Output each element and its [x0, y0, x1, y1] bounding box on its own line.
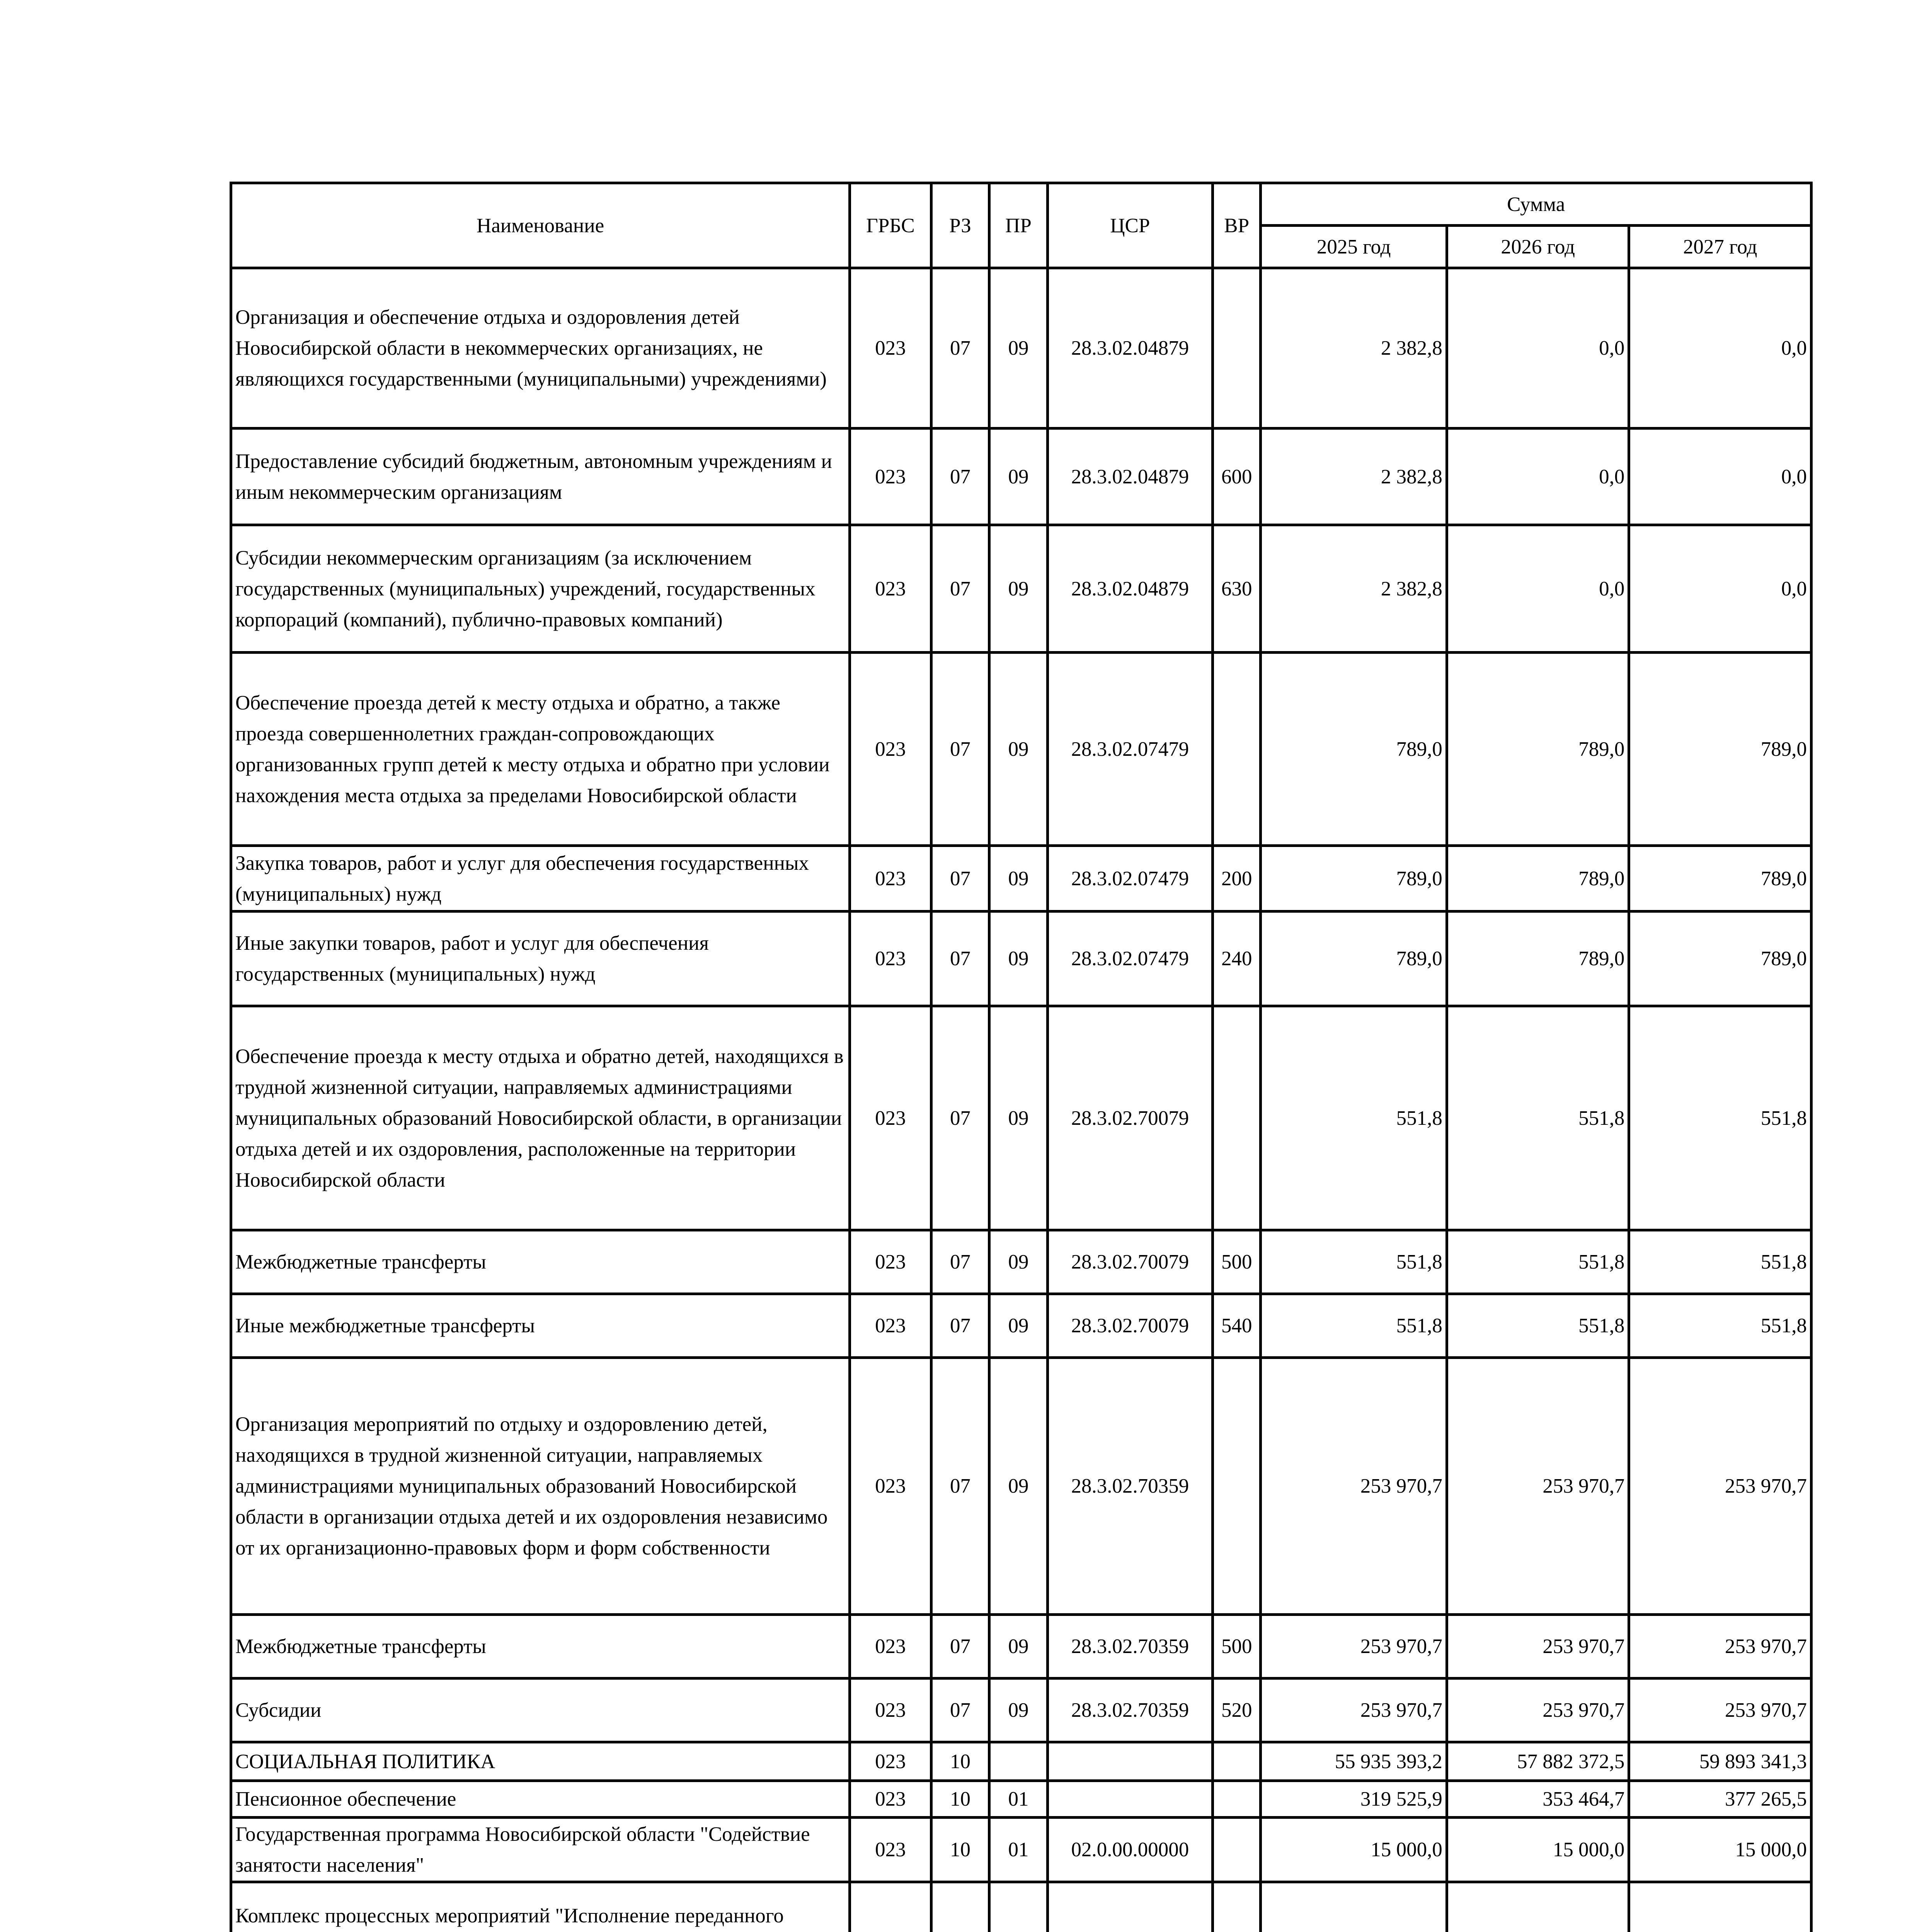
- cell-vr: [1213, 1781, 1261, 1818]
- cell-y2027: 0,0: [1629, 429, 1811, 525]
- table-row: [231, 1358, 1811, 1615]
- cell-grbs: 023: [850, 429, 931, 525]
- cell-y2027: 0,0: [1629, 268, 1811, 429]
- header-csr: ЦСР: [1047, 183, 1212, 268]
- cell-csr: 28.3.02.04879: [1047, 429, 1212, 525]
- cell-grbs: 023: [850, 912, 931, 1006]
- table-row: [231, 525, 1811, 653]
- cell-pr: 09: [989, 912, 1047, 1006]
- cell-rz: 07: [931, 1294, 989, 1358]
- cell-name: СОЦИАЛЬНАЯ ПОЛИТИКА: [231, 1742, 850, 1781]
- cell-pr: 09: [989, 1615, 1047, 1679]
- cell-y2026: 0,0: [1447, 429, 1629, 525]
- cell-vr: 540: [1213, 1294, 1261, 1358]
- cell-y2026: 789,0: [1447, 846, 1629, 912]
- cell-vr: [1213, 1818, 1261, 1882]
- cell-csr: 28.3.02.04879: [1047, 525, 1212, 653]
- cell-name: Организация мероприятий по отдыху и оздоровлению детей, находящихся в трудной жизненной ситуации, направляемых администрациями муниципальных образований Новосибирской области в организации отдыха детей и их оздоровления независимо от их организационно-правовых форм и форм собственности: [231, 1358, 850, 1615]
- header-pr: ПР: [989, 183, 1047, 268]
- cell-y2026: [1447, 1882, 1629, 1932]
- cell-vr: [1213, 1882, 1261, 1932]
- cell-y2027: 551,8: [1629, 1006, 1811, 1230]
- cell-rz: 10: [931, 1742, 989, 1781]
- cell-csr: [1047, 1882, 1212, 1932]
- cell-y2025: 55 935 393,2: [1261, 1742, 1447, 1781]
- cell-name: Государственная программа Новосибирской области "Содействие занятости населения": [231, 1818, 850, 1882]
- cell-y2027: 789,0: [1629, 846, 1811, 912]
- cell-grbs: 023: [850, 846, 931, 912]
- cell-name: Обеспечение проезда детей к месту отдыха и обратно, а также проезда совершеннолетних граждан-сопровождающих организованных групп детей к месту отдыха и обратно при условии нахождения места отдыха за пределами Новосибирской области: [231, 653, 850, 846]
- cell-pr: 01: [989, 1781, 1047, 1818]
- table-row: [231, 1294, 1811, 1358]
- cell-name: Субсидии: [231, 1679, 850, 1742]
- cell-pr: 09: [989, 1358, 1047, 1615]
- cell-grbs: 023: [850, 1006, 931, 1230]
- cell-y2025: 789,0: [1261, 912, 1447, 1006]
- cell-y2026: 0,0: [1447, 268, 1629, 429]
- cell-vr: 630: [1213, 525, 1261, 653]
- cell-vr: 520: [1213, 1679, 1261, 1742]
- cell-y2025: 551,8: [1261, 1294, 1447, 1358]
- cell-rz: 07: [931, 1006, 989, 1230]
- cell-y2025: [1261, 1882, 1447, 1932]
- cell-rz: 07: [931, 1615, 989, 1679]
- cell-rz: 10: [931, 1818, 989, 1882]
- table-row: [231, 1882, 1811, 1932]
- cell-y2025: 551,8: [1261, 1230, 1447, 1294]
- cell-grbs: 023: [850, 1615, 931, 1679]
- cell-name: Субсидии некоммерческим организациям (за исключением государственных (муниципальных) учреждений, государственных корпораций (компаний), публично-правовых компаний): [231, 525, 850, 653]
- header-year-2025: 2025 год: [1261, 226, 1447, 268]
- cell-pr: 09: [989, 1679, 1047, 1742]
- cell-rz: 07: [931, 268, 989, 429]
- header-sum: Сумма: [1261, 183, 1811, 226]
- cell-grbs: 023: [850, 1230, 931, 1294]
- cell-y2026: 551,8: [1447, 1230, 1629, 1294]
- cell-grbs: 023: [850, 653, 931, 846]
- cell-y2026: 57 882 372,5: [1447, 1742, 1629, 1781]
- budget-table: [230, 182, 1813, 1932]
- cell-y2025: 789,0: [1261, 846, 1447, 912]
- cell-y2025: 15 000,0: [1261, 1818, 1447, 1882]
- header-rz: РЗ: [931, 183, 989, 268]
- cell-pr: 09: [989, 268, 1047, 429]
- cell-y2026: 551,8: [1447, 1006, 1629, 1230]
- cell-rz: 07: [931, 653, 989, 846]
- cell-y2026: 0,0: [1447, 525, 1629, 653]
- cell-name: Межбюджетные трансферты: [231, 1230, 850, 1294]
- cell-grbs: 023: [850, 1294, 931, 1358]
- cell-grbs: 023: [850, 1781, 931, 1818]
- cell-rz: 07: [931, 1358, 989, 1615]
- table-row: [231, 653, 1811, 846]
- table-row: [231, 1818, 1811, 1882]
- table-row: [231, 1781, 1811, 1818]
- cell-y2025: 253 970,7: [1261, 1679, 1447, 1742]
- cell-rz: 10: [931, 1781, 989, 1818]
- cell-csr: 28.3.02.04879: [1047, 268, 1212, 429]
- cell-y2027: 377 265,5: [1629, 1781, 1811, 1818]
- cell-csr: [1047, 1742, 1212, 1781]
- cell-grbs: 023: [850, 1358, 931, 1615]
- cell-csr: 28.3.02.70359: [1047, 1615, 1212, 1679]
- cell-csr: 28.3.02.70079: [1047, 1294, 1212, 1358]
- table-row: [231, 268, 1811, 429]
- cell-csr: [1047, 1781, 1212, 1818]
- table-row: [231, 1006, 1811, 1230]
- cell-y2027: 789,0: [1629, 912, 1811, 1006]
- cell-name: Предоставление субсидий бюджетным, автономным учреждениям и иным некоммерческим организациям: [231, 429, 850, 525]
- cell-pr: 09: [989, 429, 1047, 525]
- cell-rz: 07: [931, 1230, 989, 1294]
- cell-y2027: 551,8: [1629, 1230, 1811, 1294]
- cell-grbs: 023: [850, 1742, 931, 1781]
- cell-y2026: 353 464,7: [1447, 1781, 1629, 1818]
- cell-csr: 28.3.02.70359: [1047, 1358, 1212, 1615]
- cell-csr: 28.3.02.07479: [1047, 653, 1212, 846]
- cell-y2027: 15 000,0: [1629, 1818, 1811, 1882]
- table-body: [231, 268, 1811, 1932]
- cell-y2025: 789,0: [1261, 653, 1447, 846]
- cell-vr: [1213, 1358, 1261, 1615]
- cell-pr: [989, 1882, 1047, 1932]
- cell-rz: 07: [931, 429, 989, 525]
- cell-grbs: 023: [850, 268, 931, 429]
- cell-grbs: [850, 1882, 931, 1932]
- cell-name: Межбюджетные трансферты: [231, 1615, 850, 1679]
- header-grbs: ГРБС: [850, 183, 931, 268]
- cell-vr: 200: [1213, 846, 1261, 912]
- cell-name: Иные закупки товаров, работ и услуг для обеспечения государственных (муниципальных) нужд: [231, 912, 850, 1006]
- cell-name: Организация и обеспечение отдыха и оздоровления детей Новосибирской области в некоммерческих организациях, не являющихся государственными (муниципальными) учреждениями): [231, 268, 850, 429]
- cell-vr: [1213, 1006, 1261, 1230]
- cell-vr: 600: [1213, 429, 1261, 525]
- header-row-top: [231, 183, 1811, 226]
- cell-pr: 09: [989, 1230, 1047, 1294]
- cell-csr: 28.3.02.70079: [1047, 1006, 1212, 1230]
- table-row: [231, 912, 1811, 1006]
- cell-y2025: 253 970,7: [1261, 1615, 1447, 1679]
- cell-y2026: 551,8: [1447, 1294, 1629, 1358]
- cell-y2027: [1629, 1882, 1811, 1932]
- cell-y2026: 789,0: [1447, 653, 1629, 846]
- cell-name: Иные межбюджетные трансферты: [231, 1294, 850, 1358]
- table-row: [231, 1742, 1811, 1781]
- cell-grbs: 023: [850, 1679, 931, 1742]
- cell-csr: 28.3.02.07479: [1047, 846, 1212, 912]
- cell-vr: 500: [1213, 1230, 1261, 1294]
- cell-y2025: 319 525,9: [1261, 1781, 1447, 1818]
- cell-y2026: 253 970,7: [1447, 1358, 1629, 1615]
- cell-name: Обеспечение проезда к месту отдыха и обратно детей, находящихся в трудной жизненной ситуации, направляемых администрациями муниципальных образований Новосибирской области, в организации отдыха детей и их оздоровления, расположенные на территории Новосибирской области: [231, 1006, 850, 1230]
- cell-vr: 240: [1213, 912, 1261, 1006]
- cell-y2025: 551,8: [1261, 1006, 1447, 1230]
- cell-grbs: 023: [850, 1818, 931, 1882]
- cell-rz: 07: [931, 912, 989, 1006]
- cell-csr: 28.3.02.70079: [1047, 1230, 1212, 1294]
- header-year-2026: 2026 год: [1447, 226, 1629, 268]
- header-name: Наименование: [231, 183, 850, 268]
- cell-pr: 09: [989, 653, 1047, 846]
- cell-y2027: 59 893 341,3: [1629, 1742, 1811, 1781]
- cell-name: Комплекс процессных мероприятий "Исполнение переданного: [231, 1882, 850, 1932]
- cell-vr: [1213, 1742, 1261, 1781]
- cell-pr: 01: [989, 1818, 1047, 1882]
- header-year-2027: 2027 год: [1629, 226, 1811, 268]
- cell-y2027: 789,0: [1629, 653, 1811, 846]
- cell-csr: 28.3.02.07479: [1047, 912, 1212, 1006]
- table-row: [231, 1230, 1811, 1294]
- cell-y2025: 2 382,8: [1261, 525, 1447, 653]
- cell-y2026: 253 970,7: [1447, 1615, 1629, 1679]
- cell-y2027: 0,0: [1629, 525, 1811, 653]
- cell-grbs: 023: [850, 525, 931, 653]
- table-row: [231, 1615, 1811, 1679]
- cell-pr: 09: [989, 1294, 1047, 1358]
- table-row: [231, 429, 1811, 525]
- cell-csr: 02.0.00.00000: [1047, 1818, 1212, 1882]
- cell-csr: 28.3.02.70359: [1047, 1679, 1212, 1742]
- cell-y2026: 789,0: [1447, 912, 1629, 1006]
- cell-y2026: 253 970,7: [1447, 1679, 1629, 1742]
- cell-vr: [1213, 268, 1261, 429]
- header-vr: ВР: [1213, 183, 1261, 268]
- cell-rz: [931, 1882, 989, 1932]
- cell-y2025: 253 970,7: [1261, 1358, 1447, 1615]
- cell-y2027: 253 970,7: [1629, 1615, 1811, 1679]
- cell-vr: [1213, 653, 1261, 846]
- cell-pr: 09: [989, 846, 1047, 912]
- table-row: [231, 846, 1811, 912]
- cell-y2026: 15 000,0: [1447, 1818, 1629, 1882]
- cell-y2027: 253 970,7: [1629, 1358, 1811, 1615]
- cell-rz: 07: [931, 846, 989, 912]
- cell-name: Закупка товаров, работ и услуг для обеспечения государственных (муниципальных) нужд: [231, 846, 850, 912]
- cell-y2027: 253 970,7: [1629, 1679, 1811, 1742]
- cell-name: Пенсионное обеспечение: [231, 1781, 850, 1818]
- cell-rz: 07: [931, 1679, 989, 1742]
- cell-y2027: 551,8: [1629, 1294, 1811, 1358]
- table-row: [231, 1679, 1811, 1742]
- cell-pr: [989, 1742, 1047, 1781]
- cell-y2025: 2 382,8: [1261, 429, 1447, 525]
- cell-vr: 500: [1213, 1615, 1261, 1679]
- cell-pr: 09: [989, 525, 1047, 653]
- cell-y2025: 2 382,8: [1261, 268, 1447, 429]
- cell-rz: 07: [931, 525, 989, 653]
- cell-pr: 09: [989, 1006, 1047, 1230]
